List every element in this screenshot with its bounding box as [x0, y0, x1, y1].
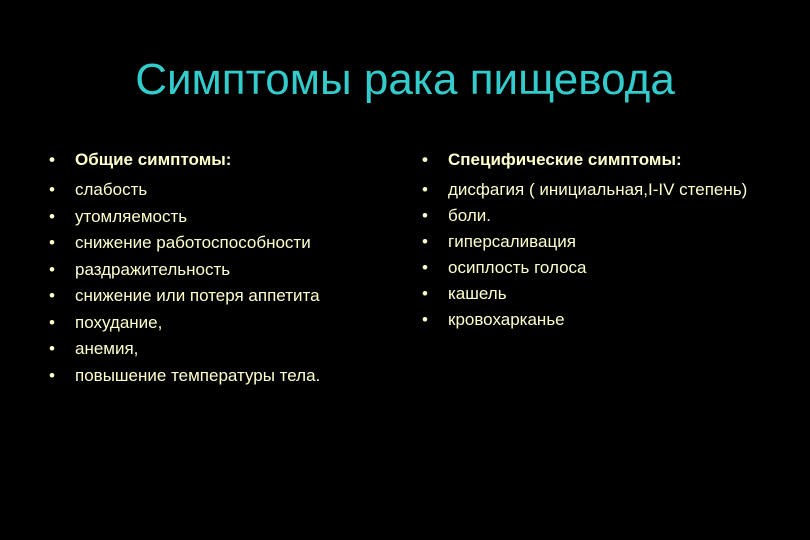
list-item-text: повышение температуры тела. [75, 365, 321, 385]
bullet-icon: • [49, 312, 55, 332]
list-item [46, 286, 386, 306]
general-symptoms-heading: Общие симптомы: [75, 150, 232, 169]
bullet-icon: • [422, 310, 428, 329]
list-item-text: снижение работоспособности [75, 233, 311, 252]
bullet-icon: • [49, 365, 55, 385]
list-item [419, 310, 759, 330]
bullet-icon: • [422, 258, 428, 277]
bullet-icon: • [49, 286, 55, 305]
list-item-text: осиплость голоса [448, 258, 587, 277]
list-item-text: гиперсаливация [448, 232, 576, 251]
bullet-icon: • [422, 150, 428, 169]
general-symptoms-list [46, 150, 386, 392]
bullet-icon: • [422, 206, 428, 225]
list-heading [46, 150, 386, 170]
list-item [419, 180, 759, 200]
bullet-icon: • [49, 233, 55, 252]
specific-symptoms-list [419, 150, 759, 336]
list-item-text: снижение или потеря аппетита [75, 286, 320, 305]
list-item-text: кашель [448, 284, 507, 303]
list-item [419, 284, 759, 304]
bullet-icon: • [49, 259, 55, 279]
list-item [46, 339, 386, 359]
bullet-icon: • [49, 339, 55, 358]
list-item [419, 258, 759, 278]
bullet-icon: • [422, 232, 428, 251]
list-item [46, 233, 386, 253]
bullet-icon: • [422, 180, 428, 199]
bullet-icon: • [49, 180, 55, 199]
list-item [46, 207, 386, 227]
list-item-text: боли. [448, 206, 491, 225]
list-item-text: кровохарканье [448, 310, 565, 329]
list-item-text: похудание, [75, 312, 163, 332]
bullet-icon: • [422, 284, 428, 303]
list-item-text: раздражительность [75, 259, 231, 279]
bullet-icon: • [49, 150, 55, 169]
list-item [419, 232, 759, 252]
list-item-text: анемия, [75, 339, 139, 358]
bullet-icon: • [49, 206, 55, 226]
list-heading [419, 150, 759, 170]
specific-symptoms-heading: Специфические симптомы: [448, 150, 682, 169]
list-item [46, 366, 386, 386]
list-item-text: утомляемость [75, 206, 188, 226]
list-item [419, 206, 759, 226]
list-item [46, 313, 386, 333]
list-item [46, 180, 386, 200]
list-item-text: дисфагия ( инициальная,I-IV степень) [448, 180, 748, 199]
slide-title: Симптомы рака пищевода [135, 55, 675, 104]
list-item-text: слабость [75, 180, 148, 199]
list-item [46, 260, 386, 280]
